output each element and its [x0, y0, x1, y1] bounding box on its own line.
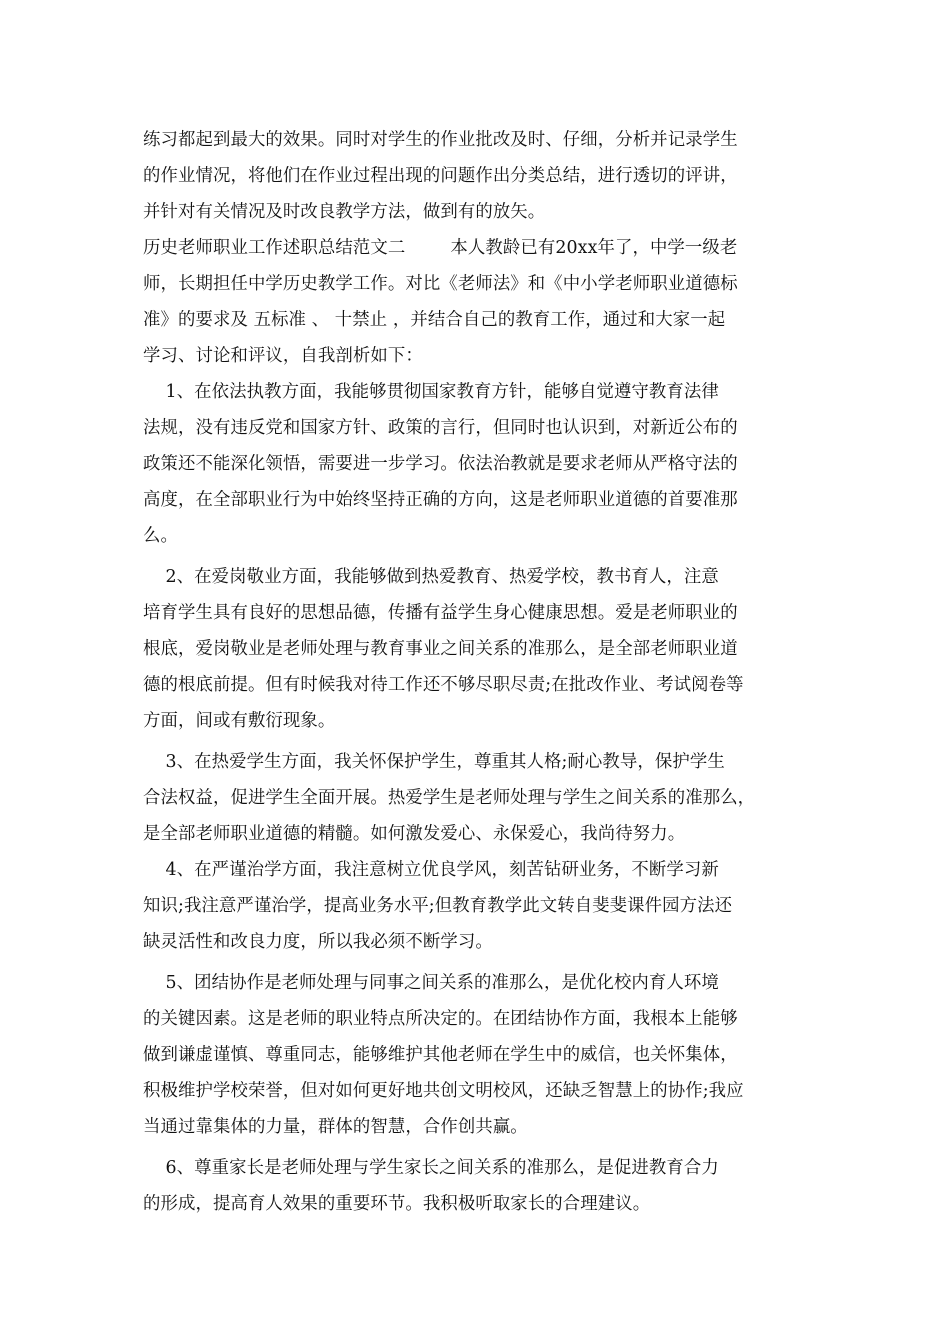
- text-line: 2、在爱岗敬业方面，我能够做到热爱教育、热爱学校，教书育人，注意: [143, 567, 719, 587]
- text-line: 的作业情况，将他们在作业过程出现的问题作出分类总结，进行透切的评讲，: [143, 166, 738, 186]
- text-line: 根底，爱岗敬业是老师处理与教育事业之间关系的准那么，是全部老师职业道: [143, 639, 738, 659]
- text-line: 做到谦虚谨慎、尊重同志，能够维护其他老师在学生中的威信，也关怀集体，: [143, 1045, 738, 1065]
- text-line: 并针对有关情况及时改良教学方法，做到有的放矢。: [143, 202, 546, 222]
- text-line: 1、在依法执教方面，我能够贯彻国家教育方针，能够自觉遵守教育法律: [143, 382, 719, 402]
- text-line: 是全部老师职业道德的精髓。如何激发爱心、永保爱心，我尚待努力。: [143, 824, 686, 844]
- text-line: 合法权益，促进学生全面开展。热爱学生是老师处理与学生之间关系的准那么，: [143, 788, 756, 808]
- text-line: 高度，在全部职业行为中始终坚持正确的方向，这是老师职业道德的首要准那: [143, 490, 738, 510]
- text-line: 法规，没有违反党和国家方针、政策的言行，但同时也认识到，对新近公布的: [143, 418, 738, 438]
- text-line: 4、在严谨治学方面，我注意树立优良学风，刻苦钻研业务，不断学习新: [143, 860, 719, 880]
- text-line: 5、团结协作是老师处理与同事之间关系的准那么，是优化校内育人环境: [143, 973, 719, 993]
- text-line: 培育学生具有良好的思想品德，传播有益学生身心健康思想。爱是老师职业的: [143, 603, 738, 623]
- text-line: 当通过靠集体的力量，群体的智慧，合作创共赢。: [143, 1117, 528, 1137]
- text-line: 德的根底前提。但有时候我对待工作还不够尽职尽责;在批改作业、考试阅卷等: [143, 675, 744, 695]
- text-line: 6、尊重家长是老师处理与学生家长之间关系的准那么，是促进教育合力: [143, 1158, 719, 1178]
- text-line: 练习都起到最大的效果。同时对学生的作业批改及时、仔细，分析并记录学生: [143, 130, 738, 150]
- text-line: 缺灵活性和改良力度，所以我必须不断学习。: [143, 932, 493, 952]
- text-line: 师，长期担任中学历史教学工作。对比《老师法》和《中小学老师职业道德标: [143, 274, 738, 294]
- text-line: 么。: [143, 526, 178, 546]
- text-line: 积极维护学校荣誉，但对如何更好地共创文明校风，还缺乏智慧上的协作;我应: [143, 1081, 744, 1101]
- text-line: 学习、讨论和评议，自我剖析如下：: [143, 346, 423, 366]
- text-line: 知识;我注意严谨治学，提高业务水平;但教育教学此文转自斐斐课件园方法还: [143, 896, 733, 916]
- section-heading-line: 历史老师职业工作述职总结范文二 本人教龄已有20xx年了，中学一级老: [143, 238, 738, 258]
- text-line: 3、在热爱学生方面，我关怀保护学生，尊重其人格;耐心教导，保护学生: [143, 752, 725, 772]
- text-line: 方面，间或有敷衍现象。: [143, 711, 336, 731]
- text-line: 政策还不能深化领悟，需要进一步学习。依法治教就是要求老师从严格守法的: [143, 454, 738, 474]
- text-line: 的形成，提高育人效果的重要环节。我积极听取家长的合理建议。: [143, 1194, 651, 1214]
- text-line: 准》的要求及 五标准 、 十禁止 ，并结合自己的教育工作，通过和大家一起: [143, 310, 726, 330]
- text-line: 的关键因素。这是老师的职业特点所决定的。在团结协作方面，我根本上能够: [143, 1009, 738, 1029]
